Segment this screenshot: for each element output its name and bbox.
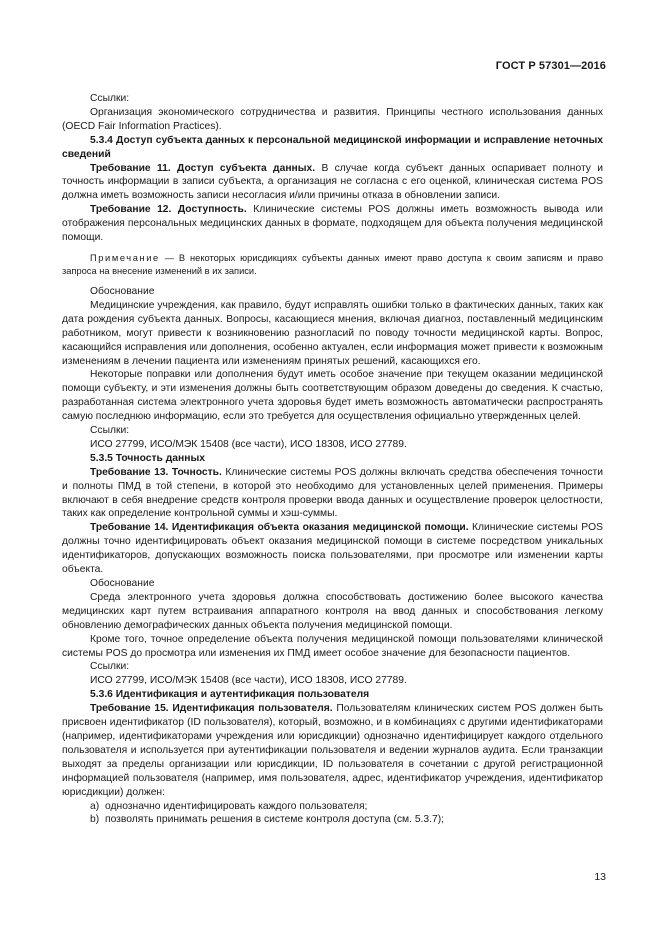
rationale-paragraph-1: Медицинские учреждения, как правило, будут исправлять ошибки только в фактических данных, таких как дата рождения субъекта данных. Вопросы, касающиеся мнения, включая диагноз, поставленный медицинским работником, могут привести к возникновению разногласий по поводу точности медицинской карты. Вопрос, касающийся исправления или дополнения, особенно актуален, если информация может привести к возможным изменениям в лечении пациента или изменениям принятых решений, касающихся его. [62,299,603,367]
requirement-14-title: Требование 14. Идентификация объекта оказания медицинской помощи. [90,522,469,534]
references-list-2: ИСО 27799, ИСО/МЭК 15408 (все части), ИСО 18308, ИСО 27789. [90,438,407,450]
requirement-15-text: Пользователям клинических систем POS должен быть присвоен идентификатор (ID пользователя), который, возможно, и в комбинациях с другими идентификаторами (например, идентификаторами учреждения или юрисдикции) однозначно идентифицирует каждого отдельного пользователя и используется при аутентификации пользователя и ведении журналов аудита. Если транзакции выходят за пределы организации или юрисдикции, ID пользователя в сочетании с другой регистрационной информацией пользователя (например, имя пользователя, адрес, идентификатор учреждения, идентификатор юрисдикции) должен: [62,703,603,798]
section-heading-5-3-4: 5.3.4 Доступ субъекта данных к персональной медицинской информации и исправление неточных сведений [62,134,603,160]
page-number: 13 [594,871,606,883]
requirement-13 [62,466,603,522]
requirement-11 [62,162,603,204]
requirement-15-title: Требование 15. Идентификация пользователя. [90,703,333,715]
rationale-paragraph-3: Среда электронного учета здоровья должна способствовать достижению более высокого качества медицинских карт путем встраивания аппаратного контроля на ввод данных и способствования легкому обновлению демографических данных объекта получения медицинской помощи. [62,591,603,631]
note [62,252,603,278]
document-body [62,92,603,827]
list-item-b-text: позволять принимать решения в системе контроля доступа (см. 5.3.7); [105,814,445,826]
requirement-14-text: Клинические системы POS должны точно идентифицировать объект оказания медицинской помощи в системе посредством уникальных идентификаторов, допускающих возможность поиска пользователями, при просмотре или изменении карты объекта. [62,522,603,576]
list-item-b-label: b) [90,814,100,826]
requirement-15 [62,702,603,799]
reference-oecd: Организация экономического сотрудничества и развития. Принципы честного использования данных (OECD Fair Information Practices). [62,106,603,132]
rationale-label-2: Обоснование [90,578,155,589]
requirement-12-text: Клинические системы POS должны иметь возможность вывода или отображения персональных медицинских данных в формате, подходящем для объекта получения медицинской помощи. [62,204,603,244]
rationale-paragraph-4: Кроме того, точное определение объекта получения медицинской помощи пользователями клинической системы POS до просмотра или изменения их ПМД имеет особое значение для безопасности пациентов. [62,633,603,659]
requirement-12-title: Требование 12. Доступность. [90,204,247,216]
references-list-3: ИСО 27799, ИСО/МЭК 15408 (все части), ИСО 18308, ИСО 27789. [90,675,407,687]
document-header: ГОСТ Р 57301—2016 [495,60,606,72]
note-label: Примечание [90,252,160,263]
requirement-11-title: Требование 11. Доступ субъекта данных. [90,162,316,174]
list-item-b [62,813,603,827]
requirement-14 [62,521,603,577]
requirement-13-title: Требование 13. Точность. [90,466,222,478]
requirement-12 [62,203,603,245]
list-item-a-label: a) [90,800,100,812]
rationale-label: Обоснование [90,285,155,297]
requirement-11-text: В случае когда субъект данных оспаривает полноту и точность информации в записи субъекта, а организация не согласна с его оценкой, клиническая система POS должна иметь возможность записи несогласия и/или причины отказа в обновлении записи. [62,162,603,202]
note-text: — В некоторых юрисдикциях субъекты данных имеют право доступа к своим записям и право запроса на внесение изменений в их записи. [62,252,603,276]
requirement-13-text: Клинические системы POS должны включать средства обеспечения точности и полноты ПМД в той степени, в которой это необходимо для установленных целей применения. Примеры включают в себя внедрение средств контроля проверки ввода данных и осуществление проверок целостности, таких как определение контрольной суммы и хэш-суммы. [62,466,603,520]
list-item-a [62,800,603,814]
references-label-2: Ссылки: [90,425,130,437]
list-item-a-text: однозначно идентифицировать каждого пользователя; [105,800,368,812]
references-label-3: Ссылки: [90,661,130,673]
rationale-paragraph-2: Некоторые поправки или дополнения будут иметь особое значение при текущем оказании медицинской помощи субъекту, и эти изменения должны быть соответствующим образом доведены до сведения. К счастью, разработанная система электронного учета здоровья будет иметь возможность автоматически распространять самую последнюю информацию, если это требуется для осуществления официально утвержденных целей. [62,369,603,423]
section-heading-5-3-6: 5.3.6 Идентификация и аутентификация пользователя [90,689,370,701]
references-label: Ссылки: [90,93,130,104]
section-heading-5-3-5: 5.3.5 Точность данных [90,452,205,464]
